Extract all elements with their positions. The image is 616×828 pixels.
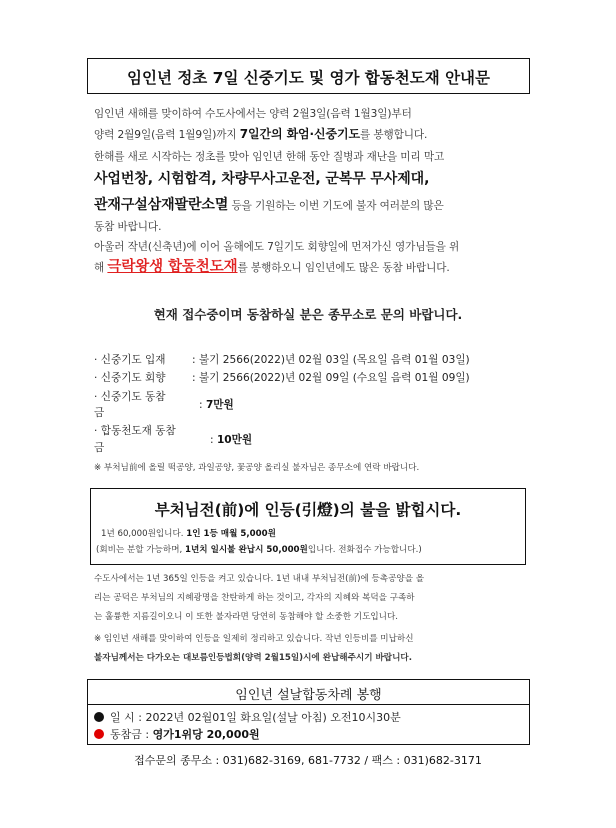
schedule-item-2: · 신중기도 회향 : 불기 2566(2022)년 02월 09일 (수요일 음력 01월 09일)	[94, 372, 470, 384]
registration-notice: 현재 접수중이며 동참하실 분은 종무소로 문의 바랍니다.	[153, 307, 463, 322]
intro-wishes-line: 사업번창, 시험합격, 차량무사고운전, 군복무 무사제대,	[94, 171, 430, 187]
prayer-period: 7일간의 화엄·신중기도	[239, 127, 360, 141]
lantern-note-2: 불자님께서는 다가오는 대보름인등법회(양력 2월15일)시에 완납해주시기 바랍니다.	[94, 653, 412, 663]
schedule-item-3-label: · 신중기도 동참	[94, 391, 166, 403]
wishes-emphasis: 관재구설삼재팔란소멸	[94, 197, 229, 213]
schedule-item-4-value: : 10만원	[210, 434, 253, 446]
intro-line-3: 한해를 새로 시작하는 정초를 맞아 임인년 한해 동안 질병과 재난을 미리 막고	[94, 151, 445, 163]
schedule-item-3-value: : 7만원	[199, 399, 234, 411]
title-box	[87, 58, 530, 94]
lantern-note-1: ※ 임인년 새해를 맞이하여 인등을 일제히 정리하고 있습니다. 작년 인등비를 미납하신	[94, 634, 414, 644]
lantern-payment-line: (회비는 분할 가능하며, 1년치 일시불 완납시 50,000원입니다. 전화접수 가능합니다.)	[96, 545, 422, 555]
seollal-date-row: 일 시 : 2022년 02월01일 화요일(설날 아침) 오전10시30분	[94, 709, 401, 725]
schedule-item-4-label-cont: 금	[94, 442, 105, 454]
intro-line-2: 양력 2월9일(음력 1월9일)까지 7일간의 화엄·신중기도를 봉행합니다.	[94, 127, 428, 141]
offering-note: ※ 부처님前에 올릴 떡공양, 과일공양, 꽃공양 올리실 불자님은 종무소에 연락 바랍니다.	[94, 463, 420, 473]
lantern-heading: 부처님전(前)에 인등(引燈)의 불을 밝힙시다.	[154, 501, 462, 519]
schedule-item-3-label-cont: 금	[94, 407, 105, 419]
bullet-black-icon	[94, 712, 104, 722]
intro-line-1: 임인년 새해를 맞이하여 수도사에서는 양력 2월3일(음력 1월3일)부터	[94, 108, 412, 120]
intro-line-7: 아울러 작년(신축년)에 이어 올해에도 7일기도 회향일에 먼저가신 영가님들을 위	[94, 241, 460, 253]
page-title: 임인년 정초 7일 신중기도 및 영가 합동천도재 안내문	[127, 69, 490, 87]
schedule-item-1: · 신중기도 입재 : 불기 2566(2022)년 02월 03일 (목요일 음력 01월 03일)	[94, 354, 470, 366]
intro-line-6: 동참 바랍니다.	[94, 221, 162, 233]
schedule-item-4-label: · 합동천도재 동참	[94, 425, 176, 437]
lantern-fee-line: 1년 60,000원입니다. 1인 1등 매월 5,000원	[101, 529, 276, 539]
memorial-ceremony-emphasis: 극락왕생 합동천도재	[107, 259, 238, 275]
intro-line-5: 관재구설삼재팔란소멸 등을 기원하는 이번 기도에 불자 여러분의 많은	[94, 197, 444, 213]
seollal-heading: 임인년 설날합동차례 봉행	[235, 688, 382, 703]
bullet-red-icon	[94, 729, 104, 739]
lantern-desc-2: 리는 공덕은 부처님의 지혜광명을 찬탄하게 하는 것이고, 각자의 지혜와 복덕을 구족하	[94, 593, 415, 603]
seollal-box	[87, 679, 530, 745]
contact-info: 접수문의 종무소 : 031)682-3169, 681-7732 / 팩스 : 031)682-3171	[134, 754, 482, 767]
lantern-desc-1: 수도사에서는 1년 365일 인등을 켜고 있습니다. 1년 내내 부처님전(前)에 등촉공양을 올	[94, 574, 425, 584]
seollal-fee-row: 동참금 : 영가1위당 20,000원	[94, 726, 260, 742]
lantern-desc-3: 는 훌륭한 지름길이오니 이 또한 불자라면 당연히 동참해야 할 소중한 기도입니다.	[94, 612, 399, 622]
intro-line-8: 해 극락왕생 합동천도재를 봉행하오니 임인년에도 많은 동참 바랍니다.	[94, 259, 450, 275]
seollal-divider	[88, 704, 529, 705]
lantern-box	[90, 488, 526, 565]
